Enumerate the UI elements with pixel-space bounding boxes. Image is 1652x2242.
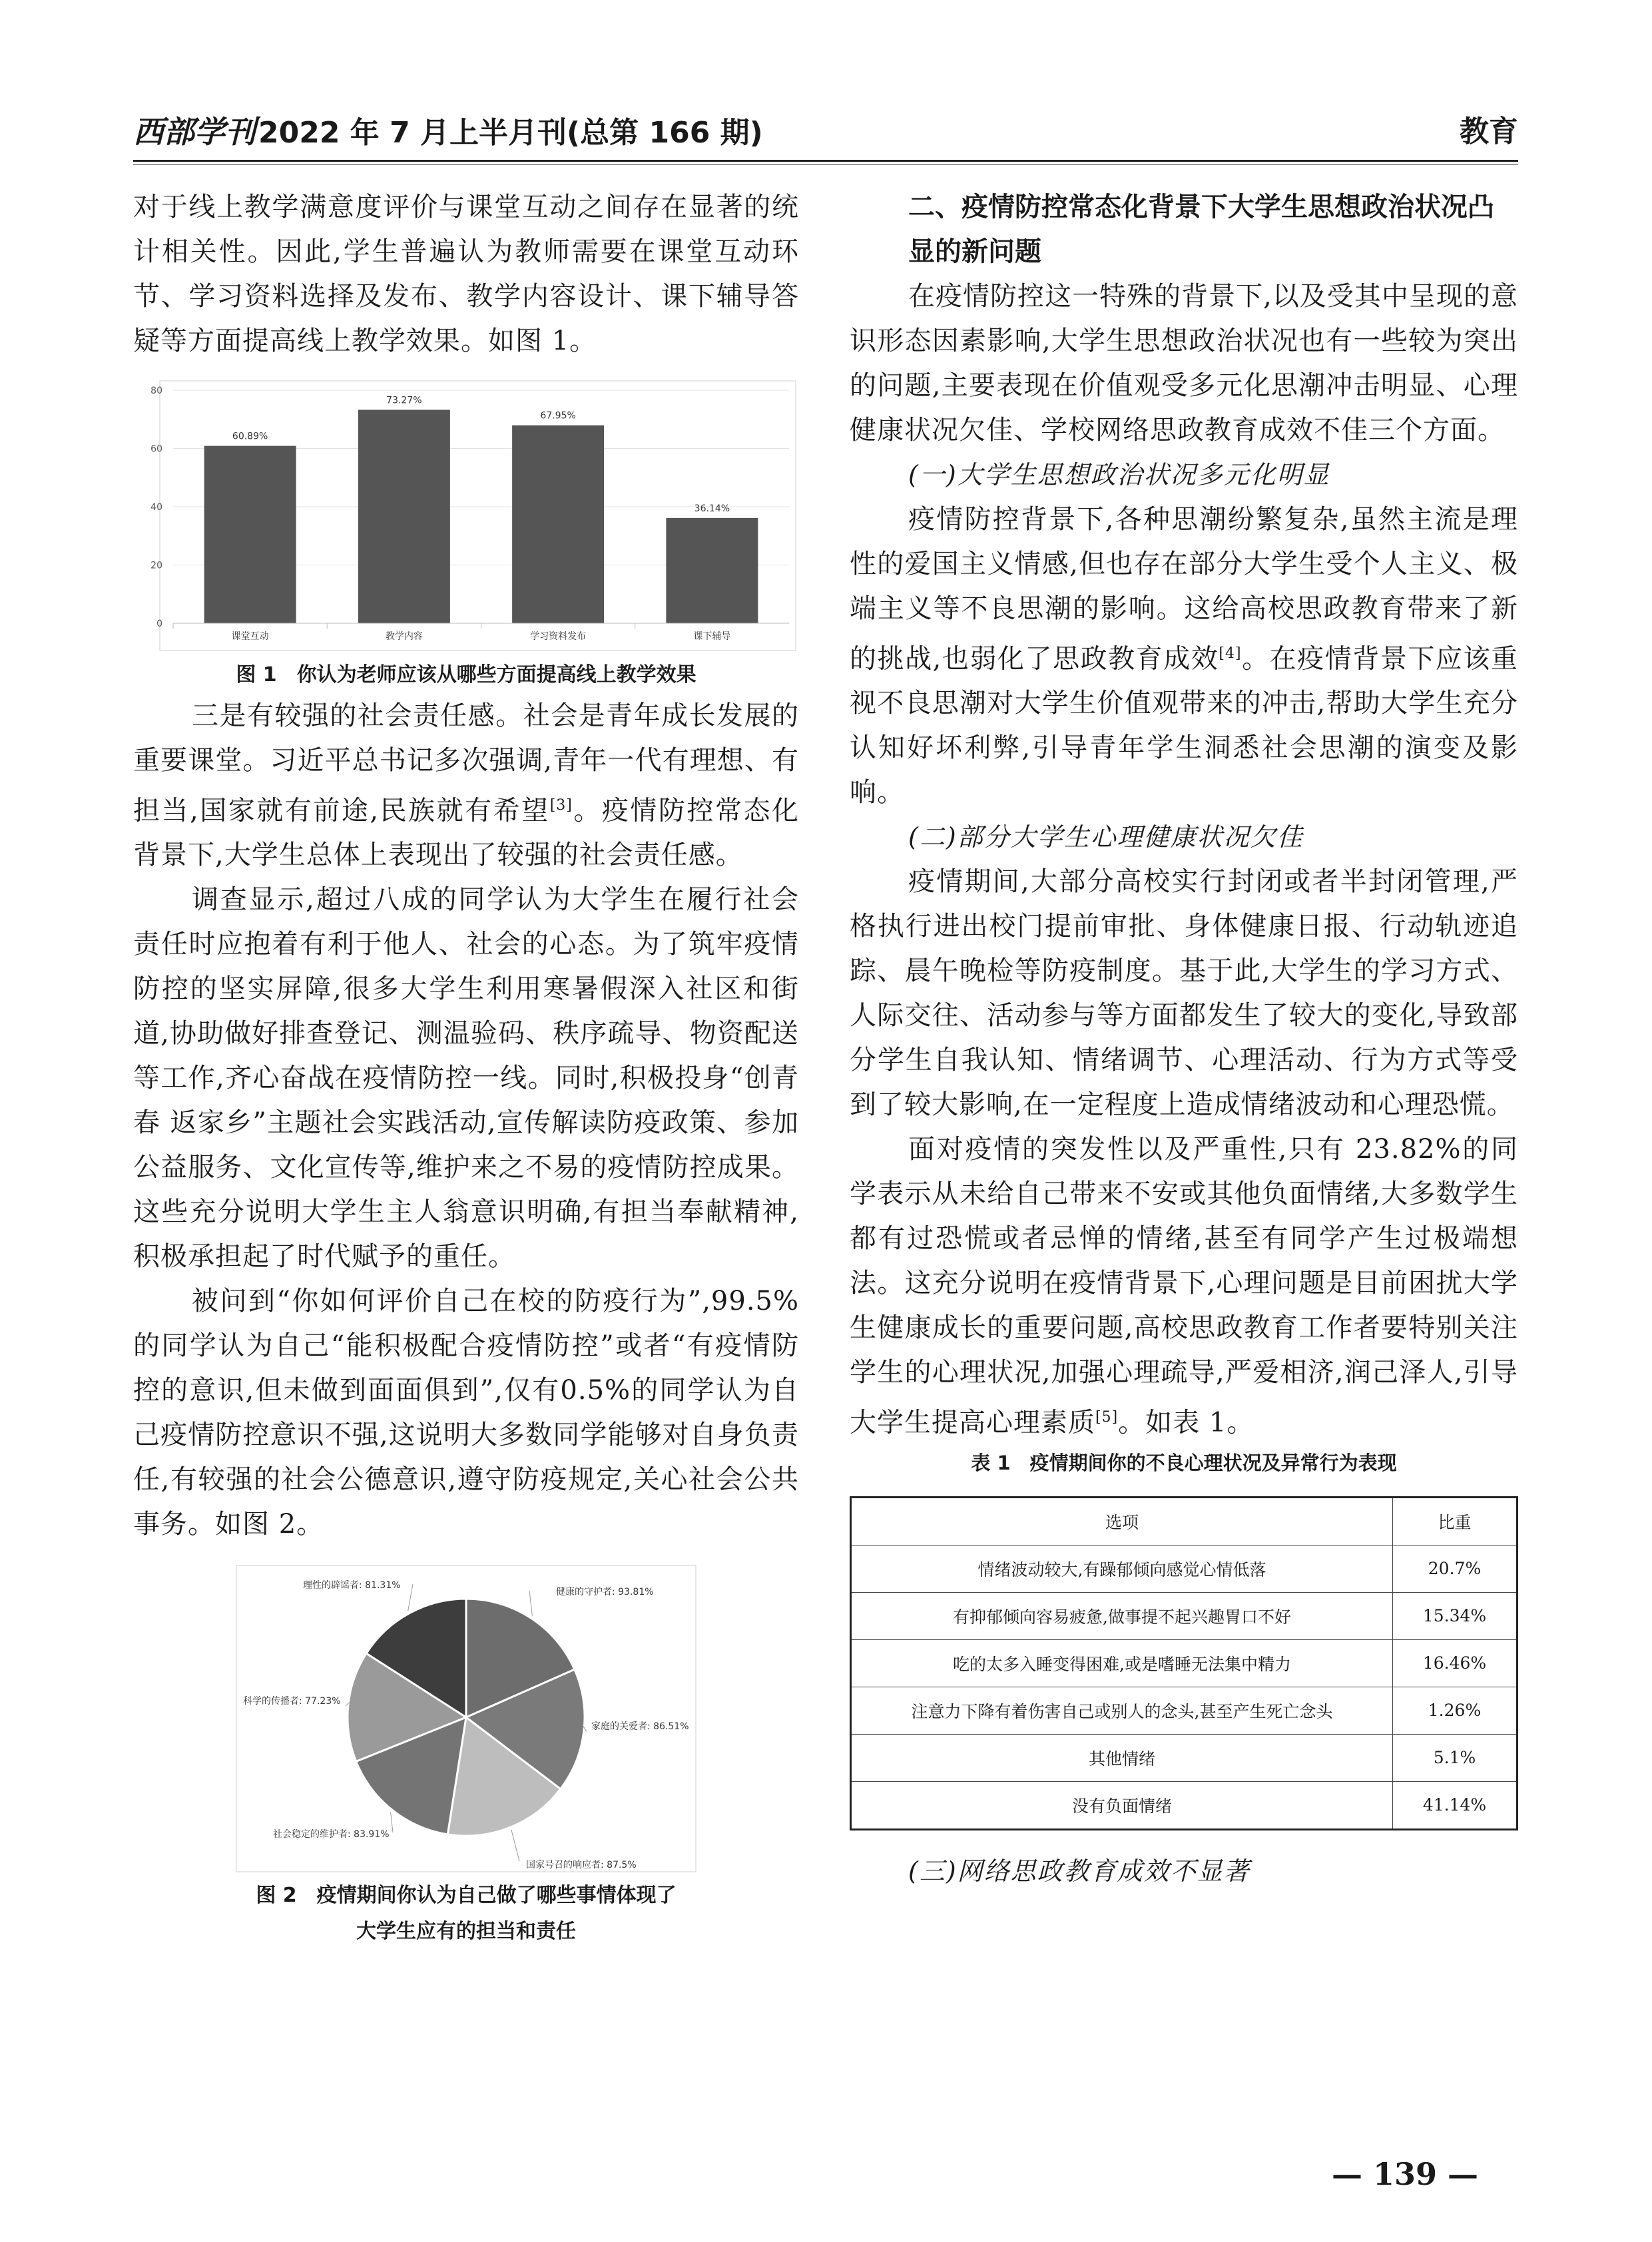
y-tick-label: 60 [150, 443, 162, 455]
paragraph: 面对疫情的突发性以及严重性,只有 23.82%的同学表示从未给自己带来不安或其他负面情绪,大多数学生都有过恐慌或者忌惮的情绪,甚至有同学产生过极端想法。这充分说明在疫情背景下,心理问题是目前困扰大学生健康成长的重要问题,高校思政教育工作者要特别关注学生的心理状况,加强心理疏导,严爱相济,润己泽人,引导大学生提高心理素质[5]。如表 1。 [850, 1134, 1518, 1438]
data-label: 36.14% [694, 503, 730, 514]
section-label: 教育 [1460, 115, 1518, 148]
table-1-caption: 表 1 疫情期间你的不良心理状况及异常行为表现 [971, 1451, 1397, 1474]
paragraph: 被问到“你如何评价自己在校的防疫行为”,99.5%的同学认为自己“能积极配合疫情防控”或者“有疫情防控的意识,但未做到面面俱到”,仅有0.5%的同学认为自己疫情防控意识不强,这说明大多数同学能够对自身负责任,有较强的社会公德意识,遵守防疫规定,关心社会公共事务。如图 2。 [133, 1286, 799, 1540]
table-cell: 没有负面情绪 [851, 1781, 1393, 1829]
table-row [851, 1545, 1517, 1592]
leader-line [511, 1830, 519, 1861]
figure-1-bar-chart [133, 377, 799, 657]
subsection-heading: (一)大学生思想政治状况多元化明显 [908, 460, 1330, 489]
y-tick-label: 80 [150, 386, 162, 396]
table-row [851, 1781, 1517, 1829]
paragraph: 在疫情防控这一特殊的背景下,以及受其中呈现的意识形态因素影响,大学生思想政治状况也有一些较为突出的问题,主要表现在价值观受多元化思潮冲击明显、心理健康状况欠佳、学校网络思政教育成效不佳三个方面。 [850, 281, 1518, 445]
pie-label: 健康的守护者: 93.81% [556, 1587, 654, 1598]
y-tick-label: 20 [150, 560, 162, 571]
table-cell: 15.34% [1393, 1592, 1517, 1639]
x-tick-label: 教学内容 [385, 631, 423, 642]
table-1 [850, 1496, 1518, 1830]
table-cell: 5.1% [1393, 1734, 1517, 1781]
table-cell: 16.46% [1393, 1639, 1517, 1687]
left-column [133, 185, 799, 1945]
citation-ref: [3] [549, 797, 573, 814]
x-tick-label: 课下辅导 [693, 631, 731, 642]
table-cell: 20.7% [1393, 1545, 1517, 1592]
table-header-cell: 选项 [851, 1497, 1393, 1545]
figure-2-caption-line-2: 大学生应有的担当和责任 [356, 1920, 576, 1944]
table-cell: 吃的太多入睡变得困难,或是嗜睡无法集中精力 [851, 1639, 1393, 1687]
table-row [851, 1639, 1517, 1687]
y-tick-label: 0 [156, 619, 162, 629]
journal-title [133, 112, 763, 153]
leader-line [408, 1584, 413, 1611]
table-row [851, 1592, 1517, 1639]
leader-line [529, 1591, 532, 1616]
figure-1-caption: 图 1 你认为老师应该从哪些方面提高线上教学效果 [236, 663, 696, 687]
page-number: — 139 — [1332, 2156, 1479, 2192]
subsection-heading: (三)网络思政教育成效不显著 [908, 1856, 1250, 1886]
citation-ref: [4] [1219, 645, 1242, 662]
table-row [851, 1687, 1517, 1734]
header-rule [133, 160, 1518, 162]
table-cell: 41.14% [1393, 1781, 1517, 1829]
section-heading: 二、疫情防控常态化背景下大学生思想政治状况凸显的新问题 [908, 192, 1494, 267]
table-header-cell: 比重 [1393, 1497, 1517, 1545]
y-tick-label: 40 [150, 502, 162, 513]
paragraph: 疫情防控背景下,各种思潮纷繁复杂,虽然主流是理性的爱国主义情感,但也存在部分大学生受个人主义、极端主义等不良思潮的影响。这给高校思政教育带来了新的挑战,也弱化了思政教育成效[4]。在疫情背景下应该重视不良思潮对大学生价值观带来的冲击,帮助大学生充分认知好坏利弊,引导青年学生洞悉社会思潮的演变及影响。 [850, 504, 1519, 808]
table-cell: 1.26% [1393, 1687, 1517, 1734]
paragraph: 对于线上教学满意度评价与课堂互动之间存在显著的统计相关性。因此,学生普遍认为教师需要在课堂互动环节、学习资料选择及发布、教学内容设计、课下辅导答疑等方面提高线上教学效果。如图 1。 [133, 192, 799, 356]
table-cell: 情绪波动较大,有躁郁倾向感觉心情低落 [851, 1545, 1393, 1592]
pie-chart-svg [133, 1563, 799, 1876]
journal-logo: 西部学刊 [133, 114, 256, 150]
paragraph: 调查显示,超过八成的同学认为大学生在履行社会责任时应抱着有利于他人、社会的心态。为了筑牢疫情防控的坚实屏障,很多大学生利用寒暑假深入社区和街道,协助做好排查登记、测温验码、秩序疏导、物资配送等工作,齐心奋战在疫情防控一线。同时,积极投身“创青春 返家乡”主题社会实践活动,宣传解读防疫政策、参加公益服务、文化宣传等,维护来之不易的疫情防控成果。这些充分说明大学生主人翁意识明确,有担当奉献精神,积极承担起了时代赋予的重任。 [133, 884, 799, 1272]
leader-line [391, 1813, 393, 1833]
pie-label: 家庭的关爱者: 86.51% [591, 1721, 689, 1733]
table-header-row [851, 1497, 1517, 1545]
table-cell: 有抑郁倾向容易疲惫,做事提不起兴趣胃口不好 [851, 1592, 1393, 1639]
journal-issue: 2022 年 7 月上半月刊(总第 166 期) [258, 116, 763, 150]
figure-2-pie-chart [133, 1563, 799, 1876]
page-header [133, 112, 1518, 158]
figure-2-caption-line-1: 图 2 疫情期间你认为自己做了哪些事情体现了 [256, 1884, 677, 1908]
table-row [851, 1734, 1517, 1781]
bar-chart-svg [133, 377, 799, 657]
x-tick-label: 学习资料发布 [530, 631, 587, 642]
pie-label: 理性的辟谣者: 81.31% [303, 1580, 401, 1591]
data-label: 73.27% [386, 395, 422, 406]
pie-label: 社会稳定的维护者: 83.91% [273, 1829, 390, 1840]
paragraph: 三是有较强的社会责任感。社会是青年成长发展的重要课堂。习近平总书记多次强调,青年一代有理想、有担当,国家就有前途,民族就有希望[3]。疫情防控常态化背景下,大学生总体上表现出了较强的社会责任感。 [133, 701, 800, 871]
subsection-heading: (二)部分大学生心理健康状况欠佳 [908, 822, 1304, 852]
bar [666, 518, 758, 623]
table-cell: 其他情绪 [851, 1734, 1393, 1781]
paragraph: 疫情期间,大部分高校实行封闭或者半封闭管理,严格执行进出校门提前审批、身体健康日报、行动轨迹追踪、晨午晚检等防疫制度。基于此,大学生的学习方式、人际交往、活动参与等方面都发生了较大的变化,导致部分学生自我认知、情绪调节、心理活动、行为方式等受到了较大影响,在一定程度上造成情绪波动和心理恐慌。 [850, 866, 1518, 1121]
bar [512, 425, 604, 623]
data-label: 67.95% [540, 410, 576, 421]
pie-label: 国家号召的响应者: 87.5% [526, 1860, 637, 1871]
pie-label: 科学的传播者: 77.23% [243, 1696, 341, 1707]
data-label: 60.89% [232, 431, 268, 442]
x-tick-label: 课堂互动 [231, 631, 269, 642]
bar [204, 446, 296, 623]
citation-ref: [5] [1095, 1409, 1119, 1426]
table-cell: 注意力下降有着伤害自己或别人的念头,甚至产生死亡念头 [851, 1687, 1393, 1734]
bar [358, 410, 450, 623]
right-column [850, 185, 1518, 1894]
